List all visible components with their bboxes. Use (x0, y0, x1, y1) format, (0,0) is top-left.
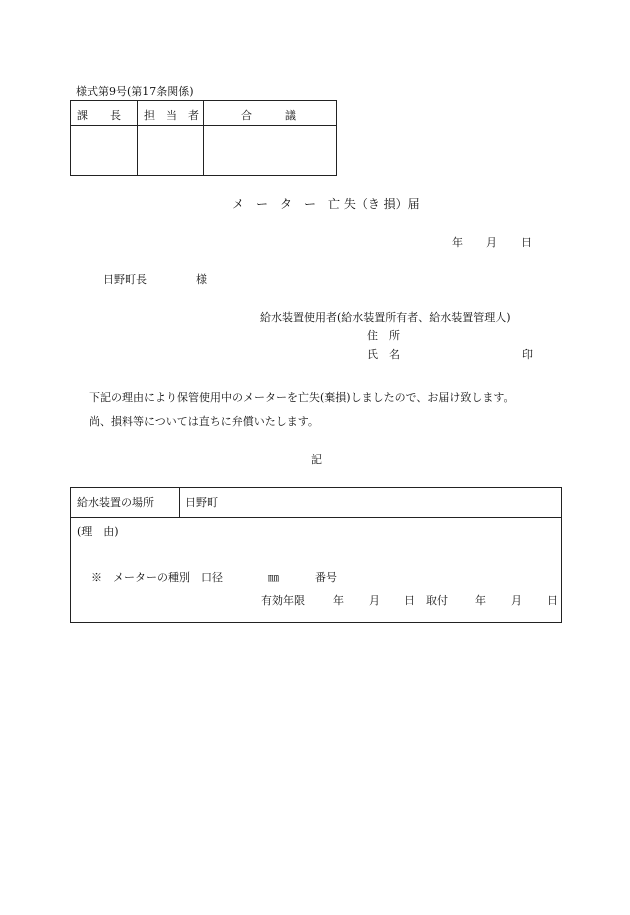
install-label: 取付 (426, 594, 448, 607)
date-year-label: 年 (452, 236, 463, 249)
validity-day: 日 (404, 594, 415, 607)
date-day-label: 日 (521, 236, 532, 249)
meter-number-label: 番号 (315, 571, 337, 584)
install-day: 日 (547, 594, 558, 607)
body-line-2: 尚、損料等については直ちに弁償いたします。 (89, 415, 319, 428)
date-month-label: 月 (486, 236, 497, 249)
install-year: 年 (475, 594, 486, 607)
validity-label: 有効年限 (261, 594, 305, 607)
validity-month: 月 (369, 594, 380, 607)
body-line-1: 下記の理由により保管使用中のメーターを亡失(棄損)しましたので、お届け致します。 (89, 391, 515, 404)
applicant-address-label: 住 所 (367, 329, 400, 342)
approval-stamp-cell-consult[interactable] (203, 125, 336, 175)
reason-label: (理 由) (77, 525, 119, 538)
location-label: 給水装置の場所 (77, 496, 154, 509)
approval-stamp-cell-chief[interactable] (71, 125, 137, 175)
seal-mark: 印 (522, 348, 533, 361)
install-month: 月 (511, 594, 522, 607)
validity-year: 年 (333, 594, 344, 607)
addressee-honorific: 様 (196, 273, 207, 286)
meter-type-note: ※ メーターの種別 口径 (91, 571, 223, 584)
header-person-in-charge: 担 当 者 (144, 109, 199, 122)
header-section-chief: 課 長 (77, 109, 121, 122)
location-table (70, 487, 562, 623)
document-title: メ ー タ ー 亡 失（き 損）届 (232, 197, 420, 211)
approval-table (70, 100, 337, 176)
location-value[interactable]: 日野町 (185, 496, 218, 509)
header-consultation: 合 議 (241, 109, 296, 122)
approval-stamp-cell-staff[interactable] (137, 125, 203, 175)
unit-mm-label: ㎜ (268, 571, 279, 584)
addressee-name: 日野町長 (103, 273, 147, 286)
location-divider (179, 488, 180, 517)
ki-heading: 記 (311, 453, 322, 466)
applicant-role: 給水装置使用者(給水装置所有者、給水装置管理人) (260, 311, 511, 324)
form-number-label: 様式第9号(第17条関係) (76, 85, 194, 98)
applicant-name-label: 氏 名 (367, 348, 400, 361)
